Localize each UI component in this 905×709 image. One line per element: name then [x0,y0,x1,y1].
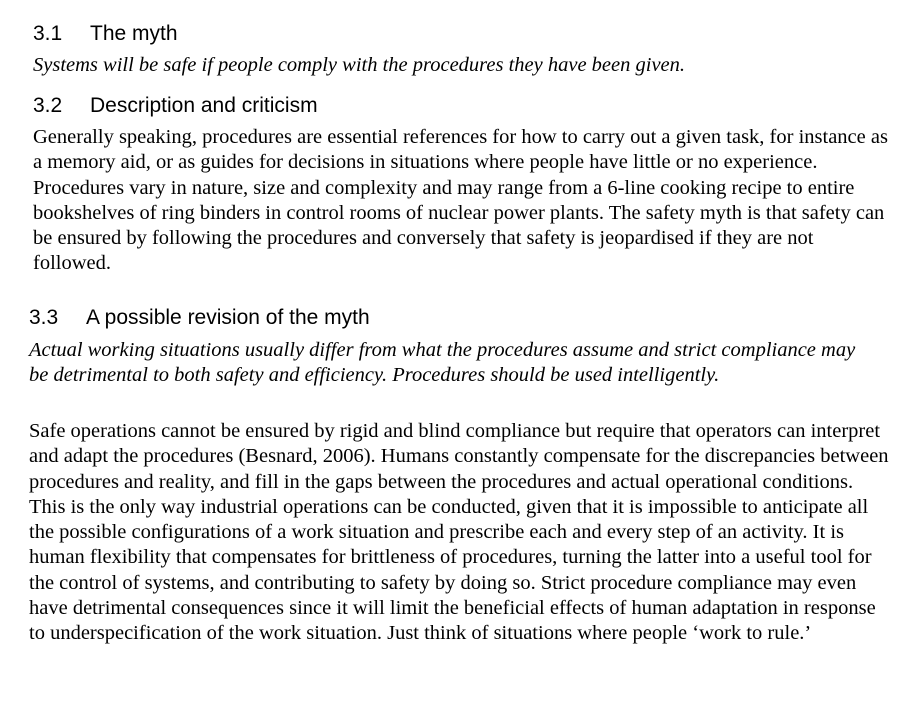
section-title: The myth [90,22,178,45]
section-heading-3-2 [33,93,318,119]
section-title: A possible revision of the myth [86,306,370,329]
revision-paragraph: Safe operations cannot be ensured by rigid and blind compliance but require that operators can interpret and adapt the procedures (Besnard, 2006). Humans constantly compensate for the discrepancies between procedures and reality, and fill in the gaps between the procedures and actual operational conditions. This is the only way industrial operations can be conducted, given that it is impossible to anticipate all the possible configurations of a work situation and prescribe each and every step of an activity. It is human flexibility that compensates for brittleness of procedures, turning the latter into a useful tool for the control of systems, and contributing to safety by doing so. Strict procedure compliance may even have detrimental consequences since it will limit the beneficial effects of human adaptation in response to underspecification of the work situation. Just think of situations where people ‘work to rule.’ [29,420,889,645]
section-heading-3-3 [29,305,370,331]
section-number: 3.3 [29,306,59,329]
section-heading-3-1 [33,21,178,47]
section-number: 3.2 [33,94,63,117]
myth-statement: Systems will be safe if people comply with the procedures they have been given. [33,54,686,76]
section-title: Description and criticism [90,94,318,117]
description-paragraph: Generally speaking, procedures are essential references for how to carry out a given task, for instance as a memory aid, or as guides for decisions in situations where people have little or no experience. Procedures vary in nature, size and complexity and may range from a 6-line cooking recipe to entire bookshelves of ring binders in control rooms of nuclear power plants. The safety myth is that safety can be ensured by following the procedures and conversely that safety is jeopardised if they are not followed. [33,126,888,275]
revised-myth-statement: Actual working situations usually differ from what the procedures assume and strict compliance may be detrimental to both safety and efficiency. Procedures should be used intelligently. [29,339,856,387]
section-number: 3.1 [33,22,63,45]
